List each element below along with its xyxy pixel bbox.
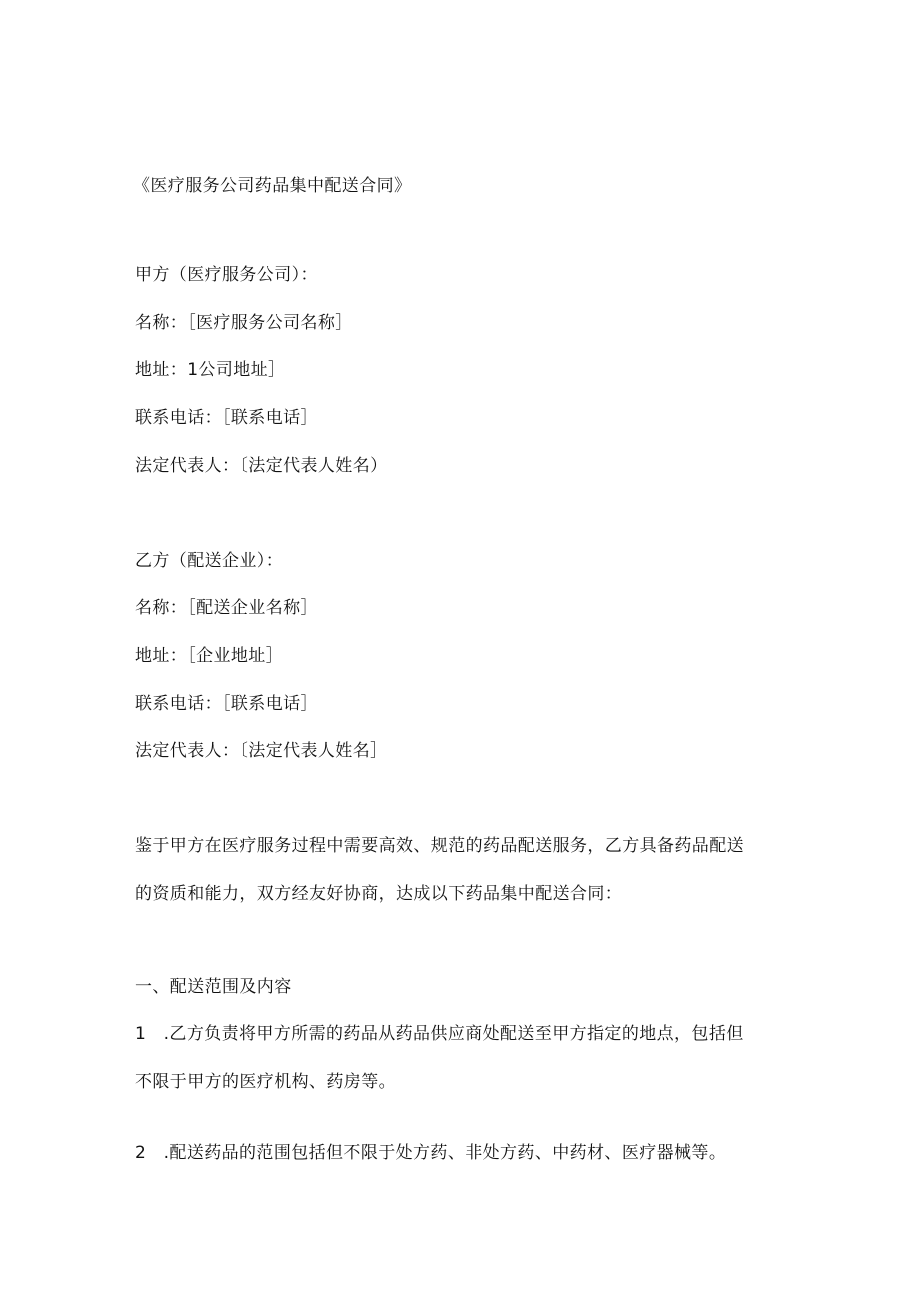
preamble-line-1: 鉴于甲方在医疗服务过程中需要高效、规范的药品配送服务，乙方具备药品配送 — [135, 836, 744, 856]
party-a-address: 地址：1公司地址］ — [135, 360, 286, 380]
section-1-item-2: 2 .配送药品的范围包括但不限于处方药、非处方药、中药材、医疗器械等。 — [135, 1143, 727, 1163]
party-b-phone: 联系电话：［联系电话］ — [135, 694, 318, 714]
party-a-representative: 法定代表人：〔法定代表人姓名） — [135, 456, 388, 476]
party-a-phone: 联系电话：［联系电话］ — [135, 408, 318, 428]
section-1-item-1-line-1: 1 .乙方负责将甲方所需的药品从药品供应商处配送至甲方指定的地点，包括但 — [135, 1024, 744, 1044]
section-1-item-1-line-2: 不限于甲方的医疗机构、药房等。 — [135, 1072, 396, 1092]
section-1-heading: 一、配送范围及内容 — [135, 977, 292, 997]
document-title: 《医疗服务公司药品集中配送合同》 — [133, 176, 412, 196]
party-a-heading: 甲方（医疗服务公司）： — [135, 265, 318, 285]
party-b-heading: 乙方（配送企业）： — [135, 551, 284, 571]
preamble-line-2: 的资质和能力，双方经友好协商，达成以下药品集中配送合同： — [135, 884, 623, 904]
party-a-name: 名称：［医疗服务公司名称］ — [135, 313, 353, 333]
party-b-name: 名称：［配送企业名称］ — [135, 598, 318, 618]
party-b-representative: 法定代表人：〔法定代表人姓名］ — [135, 741, 388, 761]
party-b-address: 地址：［企业地址］ — [135, 646, 284, 666]
